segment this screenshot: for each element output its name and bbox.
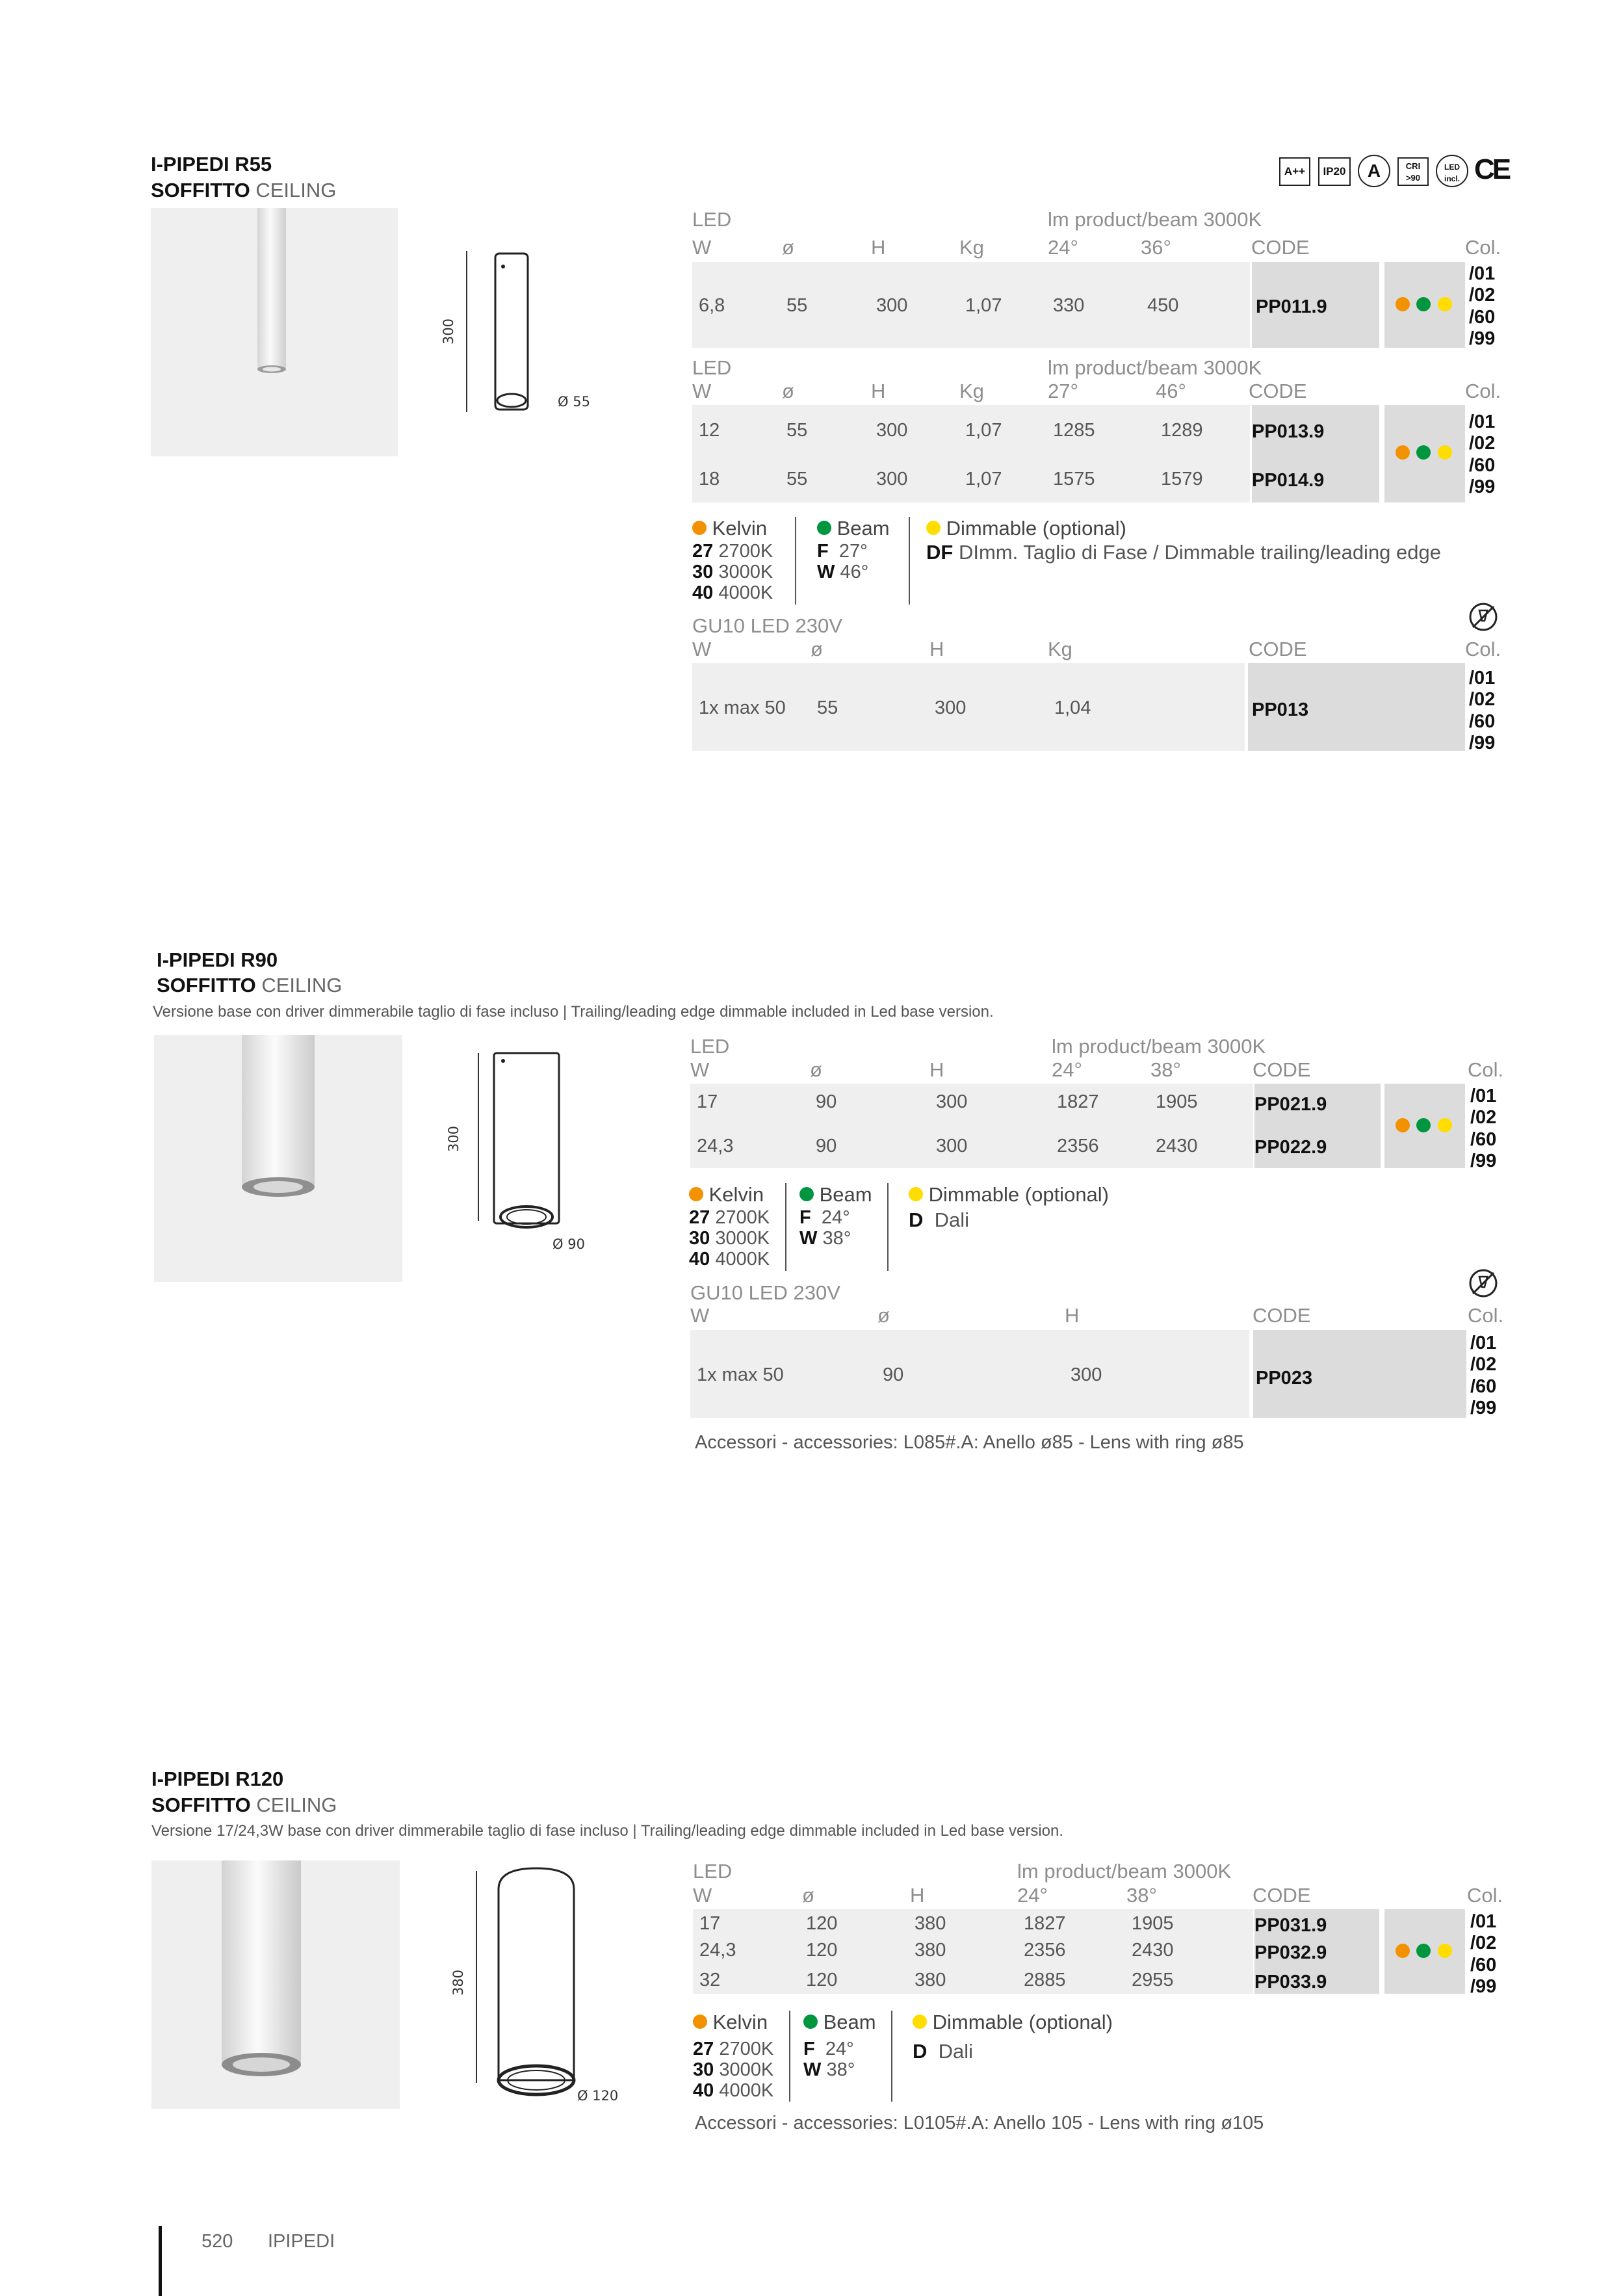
table-cell: 1289 [1161,420,1203,441]
color-options: /01 /02 /60 /99 [1469,263,1496,350]
column-header: CODE [1249,380,1307,402]
kelvin-dot [693,2015,707,2029]
kelvin-list: 27 2700K 30 3000K 40 4000K [692,541,773,603]
kelvin-dot [1396,297,1410,311]
lumen-label: lm product/beam 3000K [1017,1860,1232,1883]
product-subtitle: SOFFITTO CEILING [157,974,343,997]
table-cell: 300 [936,1136,968,1156]
legend-kelvin: Kelvin [712,2011,768,2033]
legend-dimmable: Dimmable (optional) [946,517,1127,540]
no-led-icon [1468,1268,1499,1302]
table-cell: 32 [699,1970,721,1990]
color-options: /01 /02 /60 /99 [1470,1333,1497,1419]
column-header: H [1065,1304,1080,1327]
badge-row [1279,152,1507,190]
divider [789,2011,790,2102]
column-header: W [690,1058,710,1081]
color-options: /01 /02 /60 /99 [1469,411,1496,498]
color-options: /01 /02 /60 /99 [1470,1086,1497,1172]
dimmable-option: D Dali [909,1208,970,1231]
technical-drawing [448,1047,617,1255]
product-code: PP031.9 [1254,1915,1327,1936]
column-header: Kg [959,380,984,402]
legend-kelvin: Kelvin [708,1183,764,1206]
table-cell: 1x max 50 [699,698,786,718]
table-cell: 120 [806,1913,838,1934]
column-header: Col. [1468,1058,1504,1081]
column-header: H [929,1058,944,1081]
column-header: 38° [1126,1884,1157,1907]
ce-mark-icon: CE [1474,153,1509,185]
dimmable-dot [909,1187,923,1201]
product-description: Versione base con driver dimmerabile taglio di fase incluso | Trailing/leading edge dimmable included in Led base version. [153,1003,994,1021]
table-cell: 300 [876,295,908,316]
beam-dot [1416,1944,1431,1958]
table-cell: 90 [816,1091,837,1112]
accessories-note: Accessori - accessories: L0105#.A: Anello 105 - Lens with ring ø105 [695,2113,1264,2133]
gu10-label: GU10 LED 230V [692,614,842,637]
kelvin-list: 27 2700K 30 3000K 40 4000K [689,1207,770,1270]
kelvin-list: 27 2700K 30 3000K 40 4000K [693,2039,774,2101]
column-header: 36° [1141,236,1171,259]
table-cell: 1,07 [965,295,1002,316]
table-cell: 380 [915,1970,946,1990]
table-cell: 90 [883,1364,904,1385]
product-title: I-PIPEDI R55 [151,153,272,176]
table-cell: 300 [936,1091,968,1112]
table-cell: 2430 [1156,1136,1198,1156]
legend-dimmable: Dimmable (optional) [928,1183,1110,1206]
divider [891,2011,892,2102]
table-cell: 2885 [1024,1970,1066,1990]
product-code: PP032.9 [1254,1942,1327,1963]
beam-dot [803,2015,818,2029]
column-header: ø [802,1884,814,1907]
table-cell: 2356 [1057,1136,1099,1156]
led-label: LED [690,1035,730,1058]
table-cell: 1905 [1156,1091,1198,1112]
table-cell: 12 [699,420,720,441]
product-code: PP013.9 [1252,421,1325,442]
column-header: Col. [1467,1884,1503,1907]
color-dots [1396,445,1452,463]
column-header: Kg [1048,638,1072,660]
product-code: PP023 [1256,1368,1313,1389]
table-cell: 300 [876,469,908,489]
column-header: ø [811,638,823,660]
beam-dot [1416,297,1431,311]
table-cell: 90 [816,1136,837,1156]
table-cell: 120 [806,1940,838,1961]
column-header: H [910,1884,925,1907]
footer-section-name: IPIPEDI [268,2231,335,2252]
product-title: I-PIPEDI R120 [151,1768,284,1790]
dimmable-dot [1438,297,1452,311]
technical-drawing [445,1859,640,2113]
beam-list: F 27° W 46° [817,541,869,582]
kelvin-dot [692,521,707,535]
height-dimension: 300 [446,1125,462,1153]
beam-list: F 24° W 38° [799,1207,851,1249]
dimmable-option: DF DImm. Taglio di Fase / Dimmable trailing/leading edge [926,541,1442,564]
table-cell: 1575 [1053,469,1095,489]
table-cell: 1,07 [965,469,1002,489]
column-header: Kg [959,236,984,259]
legend [692,517,1472,608]
color-options: /01 /02 /60 /99 [1470,1911,1497,1998]
lumen-label: lm product/beam 3000K [1048,208,1262,231]
column-header: W [690,1304,710,1327]
color-dots [1396,1118,1452,1136]
beam-dot [799,1187,814,1201]
table-cell: 55 [786,420,808,441]
divider [887,1183,889,1271]
table-cell: 330 [1053,295,1085,316]
product-code: PP021.9 [1254,1094,1327,1115]
product-title: I-PIPEDI R90 [157,948,278,971]
lumen-label: lm product/beam 3000K [1048,356,1262,379]
beam-dot [1416,1118,1431,1132]
beam-dot [1416,445,1431,460]
lumen-label: lm product/beam 3000K [1052,1035,1266,1058]
table-cell: 380 [915,1913,946,1934]
height-dimension: 380 [450,1969,467,1996]
led-label: LED [693,1860,733,1883]
column-header: CODE [1253,1304,1311,1327]
dimmable-dot [1438,1944,1452,1958]
column-header: W [692,638,712,660]
kelvin-dot [1396,1118,1410,1132]
led-included-badge: LED incl. [1436,155,1468,187]
cri-badge: CRI >90 [1397,157,1429,186]
column-header: Col. [1468,1304,1504,1327]
table-cell: 380 [915,1940,946,1961]
divider [795,517,796,605]
energy-class-badge: A++ [1279,157,1310,186]
footer-bar [159,2226,162,2296]
dimmable-dot [1438,1118,1452,1132]
column-header: W [693,1884,712,1907]
column-header: 24° [1052,1058,1082,1081]
table-cell: 17 [699,1913,721,1934]
column-header: H [871,380,886,402]
product-photo [151,208,398,456]
table-cell: 1,04 [1054,698,1091,718]
product-subtitle: SOFFITTO CEILING [151,1794,337,1816]
ip-rating-badge: IP20 [1318,157,1351,186]
height-dimension: 300 [441,318,457,345]
table-cell: 17 [697,1091,718,1112]
table-cell: 1,07 [965,420,1002,441]
beam-list: F 24° W 38° [803,2039,855,2080]
column-header: CODE [1253,1884,1311,1907]
color-options: /01 /02 /60 /99 [1469,668,1496,754]
table-cell: 120 [806,1970,838,1990]
dimmable-option: D Dali [913,2040,974,2063]
dimmable-dot [1438,445,1452,460]
column-header: ø [877,1304,890,1327]
kelvin-dot [1396,1944,1410,1958]
table-cell: 55 [786,469,808,489]
legend-beam: Beam [819,1183,872,1206]
table-cell: 300 [1071,1364,1102,1385]
product-description: Versione 17/24,3W base con driver dimmerabile taglio di fase incluso | Trailing/leading edge dimmable included in Led base version. [151,1822,1064,1840]
column-header: 24° [1017,1884,1048,1907]
table-cell: 1285 [1053,420,1095,441]
column-header: Col. [1465,380,1501,402]
column-header: Col. [1465,638,1501,660]
dimmable-dot [926,521,941,535]
table-cell: 1x max 50 [697,1364,784,1385]
page-number: 520 [201,2231,233,2252]
class-a-badge: A [1358,155,1390,187]
column-header: W [692,380,712,402]
divider [785,1183,786,1271]
table-cell: 55 [817,698,838,718]
table-cell: 1905 [1132,1913,1174,1934]
diameter-dimension: Ø 55 [558,394,590,410]
no-led-icon [1468,601,1499,636]
table-cell: 300 [935,698,967,718]
legend [689,1183,1209,1274]
kelvin-dot [689,1187,703,1201]
accessories-note: Accessori - accessories: L085#.A: Anello ø85 - Lens with ring ø85 [695,1432,1244,1453]
kelvin-dot [1396,445,1410,460]
column-header: 46° [1156,380,1186,402]
column-header: ø [810,1058,822,1081]
color-dots [1396,1944,1452,1961]
column-header: CODE [1253,1058,1311,1081]
table-cell: 24,3 [699,1940,736,1961]
diameter-dimension: Ø 90 [552,1236,585,1252]
column-header: W [692,236,712,259]
column-header: H [871,236,886,259]
table-cell: 2430 [1132,1940,1174,1961]
led-label: LED [692,208,732,231]
legend-beam: Beam [823,2011,876,2033]
product-code: PP014.9 [1252,470,1325,491]
column-header: CODE [1251,236,1310,259]
table-cell: 2955 [1132,1970,1174,1990]
column-header: H [929,638,944,660]
legend-beam: Beam [837,517,890,540]
table-cell: 24,3 [697,1136,734,1156]
legend-kelvin: Kelvin [712,517,768,540]
gu10-label: GU10 LED 230V [690,1281,840,1304]
table-cell: 450 [1147,295,1179,316]
led-label: LED [692,356,732,379]
table-cell: 300 [876,420,908,441]
product-code: PP011.9 [1256,296,1327,317]
product-subtitle: SOFFITTO CEILING [151,179,337,202]
table-cell: 1827 [1057,1091,1099,1112]
table-cell: 6,8 [699,295,725,316]
diameter-dimension: Ø 120 [577,2088,619,2104]
divider [909,517,910,605]
legend-dimmable: Dimmable (optional) [932,2011,1113,2033]
product-code: PP033.9 [1254,1972,1327,1992]
table-cell: 1579 [1161,469,1203,489]
column-header: CODE [1249,638,1307,660]
product-code: PP022.9 [1254,1137,1327,1158]
color-dots [1396,297,1452,315]
product-photo [151,1860,400,2109]
column-header: 38° [1150,1058,1181,1081]
column-header: ø [782,236,794,259]
table-cell: 55 [786,295,808,316]
product-code: PP013 [1252,699,1309,720]
table-cell: 18 [699,469,720,489]
legend [693,2011,1213,2102]
beam-dot [817,521,831,535]
column-header: 24° [1048,236,1078,259]
product-photo [154,1035,402,1282]
dimmable-dot [913,2015,927,2029]
column-header: ø [782,380,794,402]
technical-drawing [442,247,611,416]
table-cell: 1827 [1024,1913,1066,1934]
column-header: Col. [1465,236,1501,259]
column-header: 27° [1048,380,1078,402]
table-cell: 2356 [1024,1940,1066,1961]
